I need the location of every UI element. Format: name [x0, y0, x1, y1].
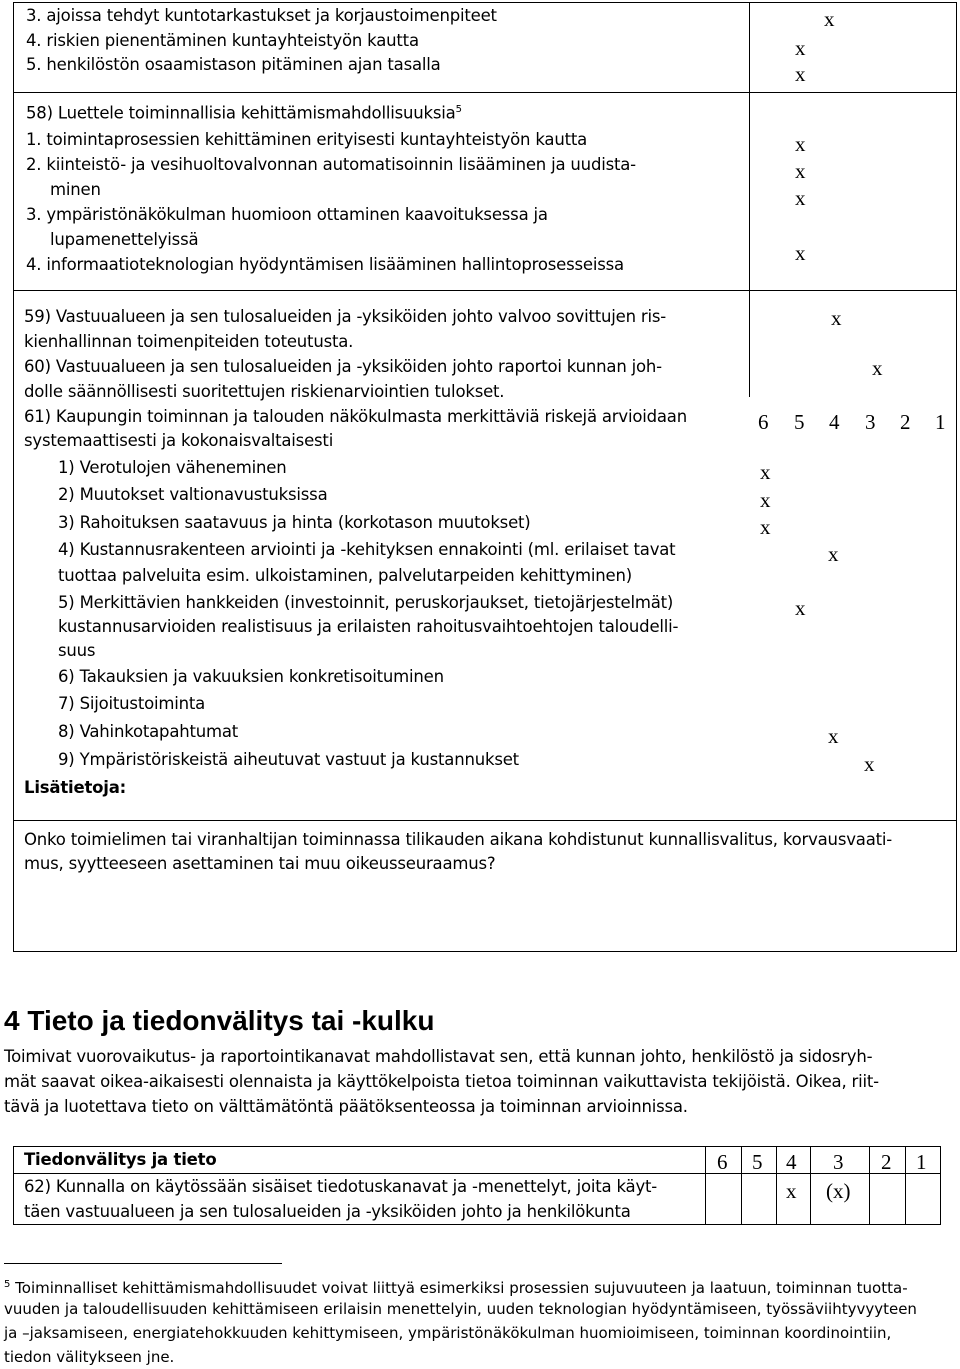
q61-subitem: kustannusarvioiden realistisuus ja erilaisten rahoitusvaihtoehtojen taloudelli-	[58, 617, 679, 636]
top-item: 3. ajoissa tehdyt kuntotarkastukset ja korjaustoimenpiteet	[26, 6, 497, 25]
mark-x: x	[786, 1179, 797, 1203]
main-table-divider	[749, 2, 750, 397]
section-heading: 4 Tieto ja tiedonvälitys tai -kulku	[4, 1005, 435, 1036]
top-item: 5. henkilöstön osaamistason pitäminen ajan tasalla	[26, 55, 441, 74]
scale-label: 1	[935, 410, 946, 434]
scale-label: 3	[833, 1150, 844, 1174]
mark-x: x	[872, 356, 883, 380]
footnote-number: 5	[4, 1279, 11, 1290]
mark-x: x	[828, 724, 839, 748]
table-divider	[741, 1146, 742, 1225]
section-paragraph: mät saavat oikea-aikaisesti olennaista ja käyttökelpoista tietoa toiminnan vaikuttavista tekijöistä. Oikea, riit-	[4, 1072, 879, 1091]
scale-label: 3	[865, 410, 876, 434]
q58-item: minen	[50, 180, 101, 199]
scale-label: 6	[717, 1150, 728, 1174]
table-divider	[705, 1146, 706, 1225]
mark-x: x	[831, 306, 842, 330]
section-paragraph: Toimivat vuorovaikutus- ja raportointikanavat mahdollistavat sen, että kunnan johto, henkilöstö ja sidosryh-	[4, 1047, 873, 1066]
scale-label: 5	[794, 410, 805, 434]
q59-line: kienhallinnan toimenpiteiden toteutusta.	[24, 332, 354, 351]
q61-subitem: 2) Muutokset valtionavustuksissa	[58, 485, 328, 504]
q61-subitem: suus	[58, 641, 96, 660]
scale-label: 2	[900, 410, 911, 434]
q59-line: 59) Vastuualueen ja sen tulosalueiden ja -yksiköiden johto valvoo sovittujen ris-	[24, 307, 667, 326]
q61-subitem: 4) Kustannusrakenteen arviointi ja -kehityksen ennakointi (ml. erilaiset tavat	[58, 540, 676, 559]
mark-x: x	[795, 36, 806, 60]
section-paragraph: tävä ja luotettava tieto on välttämätöntä päätöksenteossa ja toiminnan arvioinnissa.	[4, 1097, 688, 1116]
footnote-line: vuuden ja taloudellisuuden kehittämiseen erilaisin menettelyin, uuden teknologian hyödyntämiseen, työssäviihtyvyyteen	[4, 1300, 917, 1318]
scale-label: 1	[916, 1150, 927, 1174]
question-line: mus, syytteeseen asettaminen tai muu oikeusseuraamus?	[24, 854, 496, 873]
footnote-line: $^5$ Toiminnalliset kehittämismahdollisuudet voivat liittyä esimerkiksi prosessien sujuvuuteen ja laatuun, toiminnan tuotta-	[4, 1279, 908, 1297]
lisatietoja-label: Lisätietoja:	[24, 778, 127, 797]
q61-subitem: 3) Rahoituksen saatavuus ja hinta (korkotason muutokset)	[58, 513, 531, 532]
q58-item: lupamenettelyissä	[50, 230, 199, 249]
mark-x: x	[795, 596, 806, 620]
q62-line: täen vastuualueen ja sen tulosalueiden ja -yksiköiden johto ja henkilökunta	[24, 1202, 631, 1221]
table-rule	[13, 92, 957, 93]
q58-title: 58) Luettele toiminnallisia kehittämismahdollisuuksia$^5$	[26, 103, 462, 123]
footnote-rule	[4, 1263, 282, 1264]
q58-item: 3. ympäristönäkökulman huomioon ottaminen kaavoituksessa ja	[26, 205, 548, 224]
scale-label: 2	[881, 1150, 892, 1174]
scale-label: 6	[758, 410, 769, 434]
q61-line: 61) Kaupungin toiminnan ja talouden näkökulmasta merkittäviä riskejä arvioidaan	[24, 407, 687, 426]
q61-subitem: 8) Vahinkotapahtumat	[58, 722, 239, 741]
footnote-line: ja –jaksamiseen, energiatehokkuuden kehittymiseen, ympäristönäkökulman huomioimiseen, toiminnan koordinointiin,	[4, 1324, 892, 1342]
table-divider	[810, 1146, 811, 1225]
mark-x: x	[795, 132, 806, 156]
mark-x: x	[828, 542, 839, 566]
q58-item: 2. kiinteistö- ja vesihuoltovalvonnan automatisoinnin lisääminen ja uudista-	[26, 155, 636, 174]
q61-subitem: 7) Sijoitustoiminta	[58, 694, 206, 713]
mark-x: x	[864, 752, 875, 776]
q62-line: 62) Kunnalla on käytössään sisäiset tiedotuskanavat ja -menettelyt, joita käyt-	[24, 1177, 658, 1196]
mark-x: x	[760, 460, 771, 484]
info-table-header: Tiedonvälitys ja tieto	[24, 1150, 217, 1169]
q60-line: dolle säännöllisesti suoritettujen riskienarviointien tulokset.	[24, 382, 505, 401]
mark-x: x	[760, 515, 771, 539]
table-divider	[776, 1146, 777, 1225]
q61-subitem: 9) Ympäristöriskeistä aiheutuvat vastuut ja kustannukset	[58, 750, 519, 769]
q61-subitem: 1) Verotulojen väheneminen	[58, 458, 287, 477]
scale-label: 5	[752, 1150, 763, 1174]
top-item: 4. riskien pienentäminen kuntayhteistyön kautta	[26, 31, 419, 50]
mark-x: x	[795, 241, 806, 265]
table-rule	[13, 1173, 941, 1174]
q61-subitem: 6) Takauksien ja vakuuksien konkretisoituminen	[58, 667, 444, 686]
table-divider	[869, 1146, 870, 1225]
q61-line: systemaattisesti ja kokonaisvaltaisesti	[24, 431, 334, 450]
scale-label: 4	[829, 410, 840, 434]
question-line: Onko toimielimen tai viranhaltijan toiminnassa tilikauden aikana kohdistunut kunnallisvalitus, korvausvaati-	[24, 830, 893, 849]
table-divider	[905, 1146, 906, 1225]
table-rule	[13, 290, 957, 291]
q58-item: 1. toimintaprosessien kehittäminen erityisesti kuntayhteistyön kautta	[26, 130, 588, 149]
q61-subitem: 5) Merkittävien hankkeiden (investoinnit, peruskorjaukset, tietojärjestelmät)	[58, 593, 674, 612]
table-rule	[13, 820, 957, 821]
mark-x: x	[795, 186, 806, 210]
q60-line: 60) Vastuualueen ja sen tulosalueiden ja -yksiköiden johto raportoi kunnan joh-	[24, 357, 662, 376]
scale-label: 4	[786, 1150, 797, 1174]
mark-x: x	[795, 159, 806, 183]
q58-item: 4. informaatioteknologian hyödyntämisen lisääminen hallintoprosesseissa	[26, 255, 624, 274]
mark-x: (x)	[826, 1179, 851, 1203]
footnote-line: tiedon välitykseen jne.	[4, 1348, 175, 1366]
mark-x: x	[760, 488, 771, 512]
footnote-ref: 5	[455, 104, 462, 115]
mark-x: x	[795, 62, 806, 86]
mark-x: x	[824, 7, 835, 31]
q61-subitem: tuottaa palveluita esim. ulkoistaminen, palvelutarpeiden kehittyminen)	[58, 566, 632, 585]
